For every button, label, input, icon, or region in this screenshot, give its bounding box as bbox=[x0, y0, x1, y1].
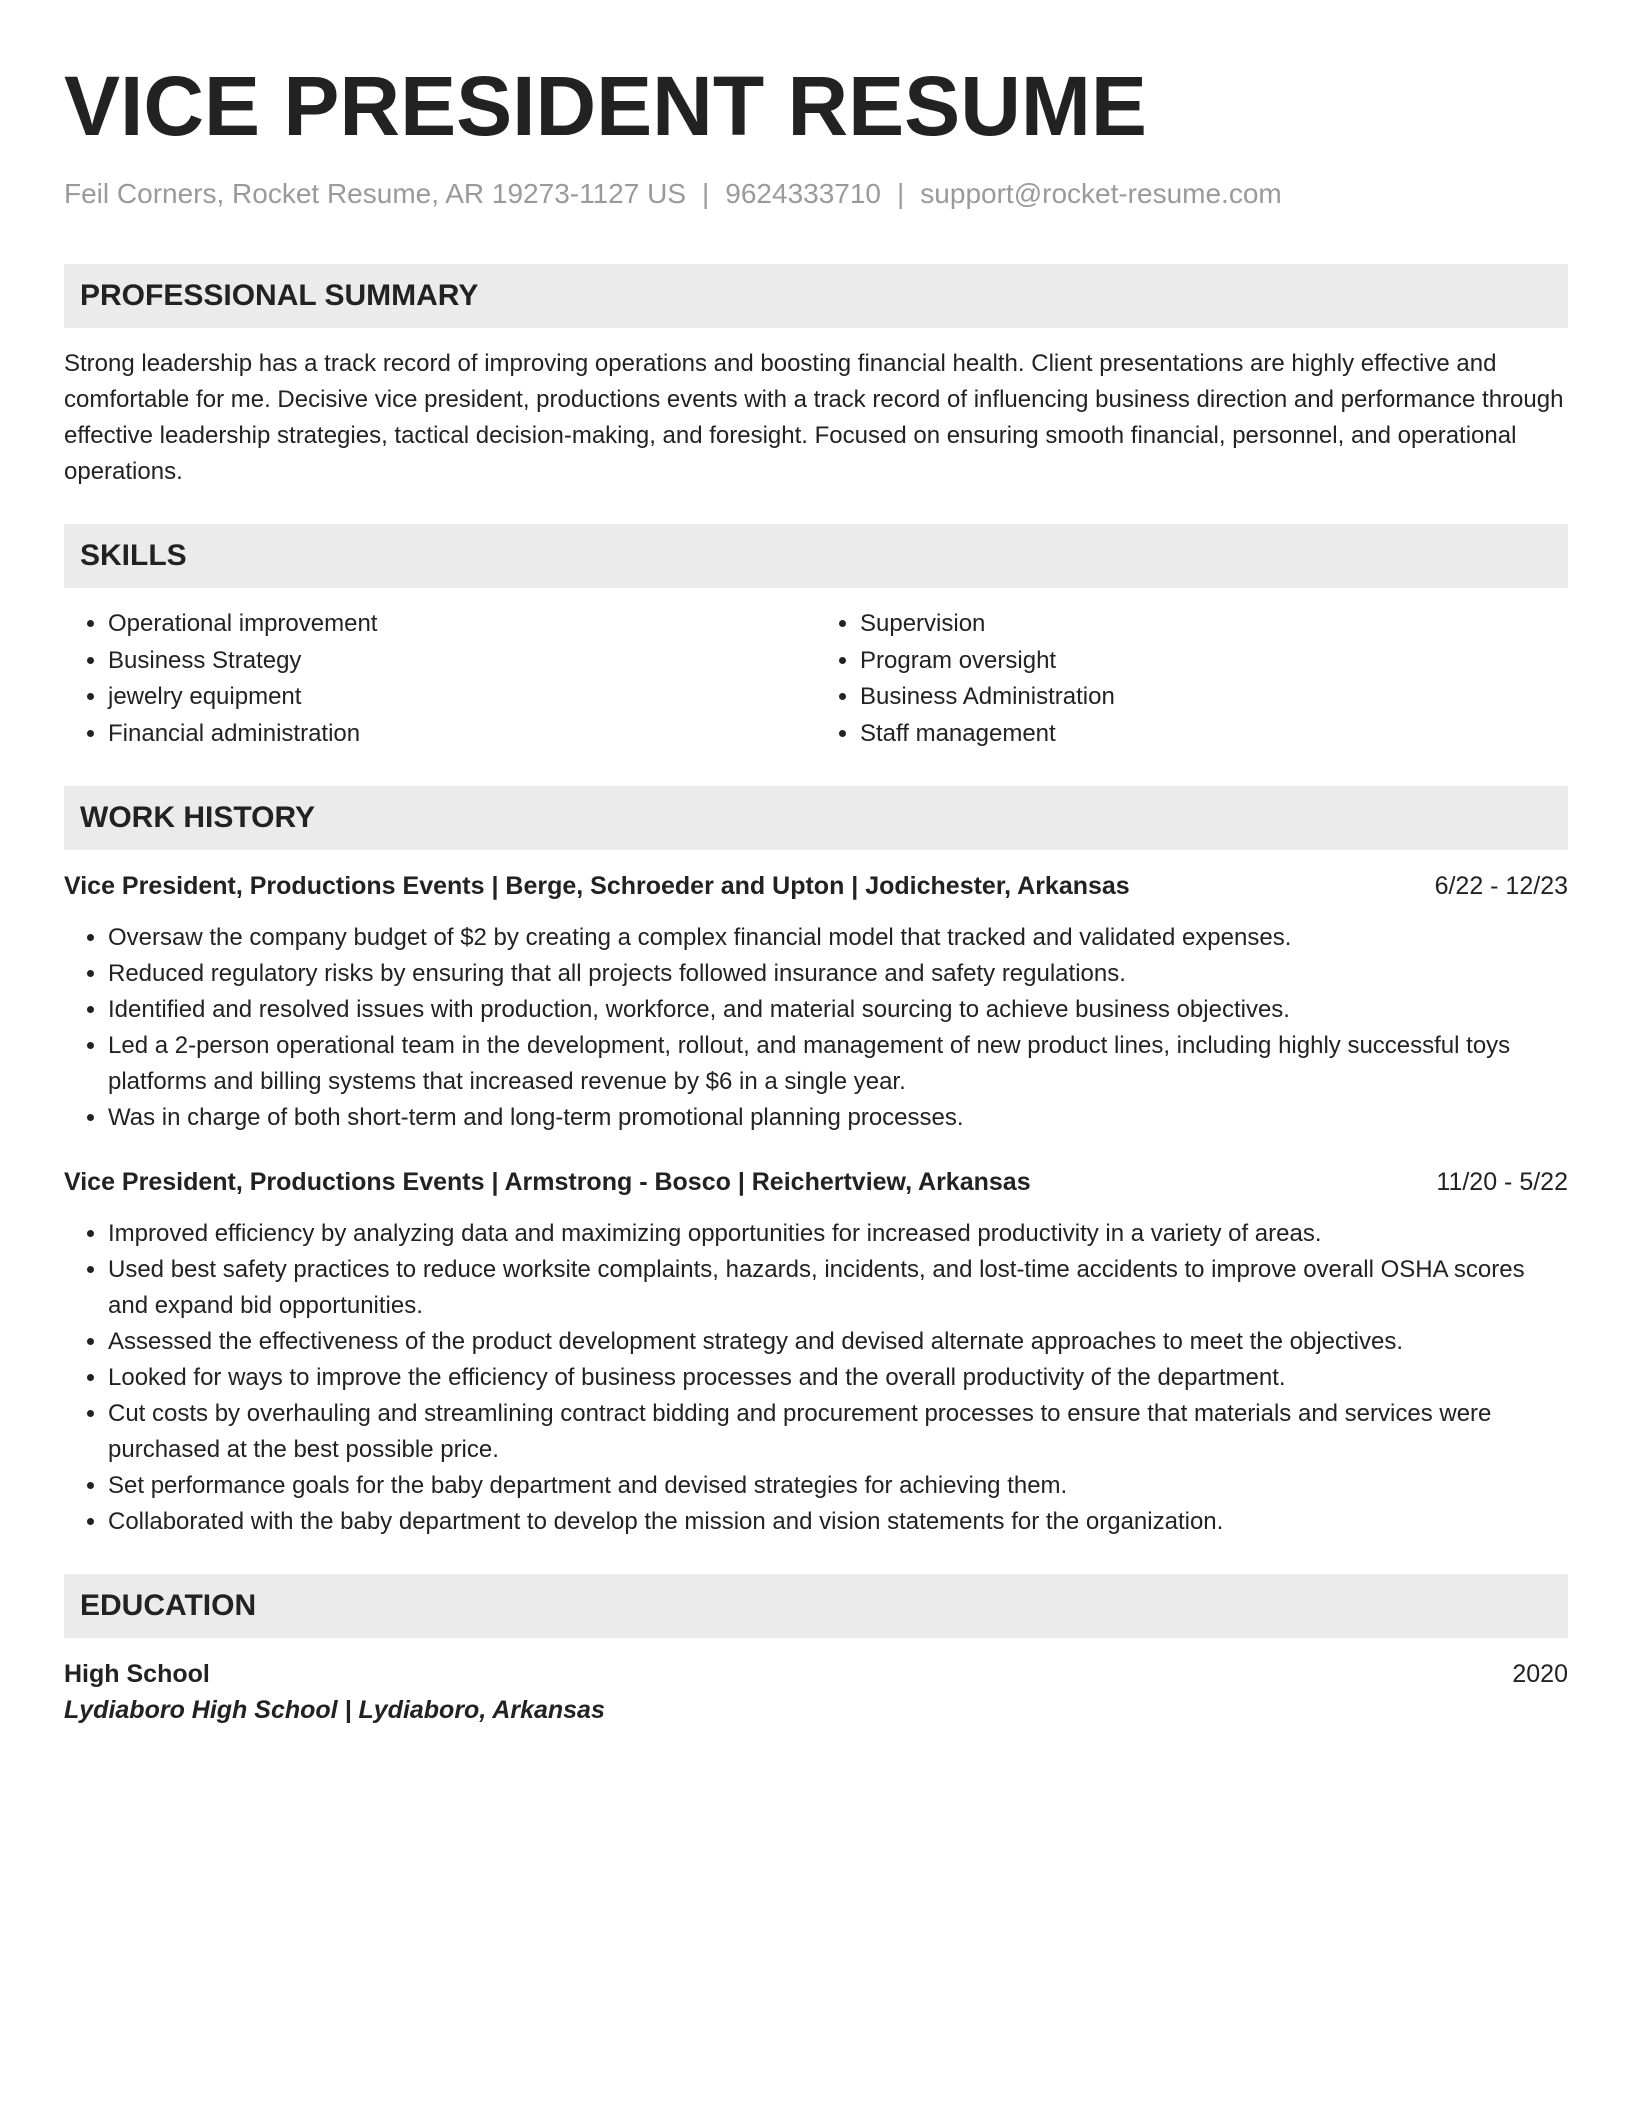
skills-list bbox=[64, 606, 1568, 752]
job-bullet: • Cut costs by overhauling and streamlining contract bidding and procurement processes to ensure that materials and services were purchased at the best possible price. bbox=[108, 1396, 1568, 1468]
job-bullet: • Improved efficiency by analyzing data and maximizing opportunities for increased productivity in a variety of areas. bbox=[108, 1216, 1568, 1252]
skill-item: • Business Administration bbox=[860, 679, 1568, 716]
education-year: 2020 bbox=[1512, 1660, 1568, 1688]
contact-phone: 9624333710 bbox=[725, 178, 882, 209]
skill-item: • Supervision bbox=[860, 606, 1568, 643]
skill-item: • Business Strategy bbox=[108, 643, 816, 680]
section-header-skills: SKILLS bbox=[64, 524, 1568, 588]
skills-column-left bbox=[64, 606, 816, 752]
education-school: Lydiaboro High School | Lydiaboro, Arkansas bbox=[64, 1696, 605, 1724]
summary-text: Strong leadership has a track record of improving operations and boosting financial health. Client presentations are highly effective and comfortable for me. Decisive vice president, productions events with a track record of influencing business direction and performance through effective leadership strategies, tactical decision-making, and foresight. Focused on ensuring smooth financial, personnel, and operational operations. bbox=[64, 350, 1564, 485]
job-bullets bbox=[64, 1216, 1568, 1540]
job-title: Vice President, Productions Events | Berge, Schroeder and Upton | Jodichester, Arkansas bbox=[64, 872, 1130, 900]
skills-column-right bbox=[816, 606, 1568, 752]
education-entry bbox=[64, 1656, 1568, 1692]
job-bullet: • Was in charge of both short-term and long-term promotional planning processes. bbox=[108, 1100, 1568, 1136]
job-dates: 6/22 - 12/23 bbox=[1434, 872, 1568, 900]
skill-item: • jewelry equipment bbox=[108, 679, 816, 716]
contact-line bbox=[64, 176, 1568, 212]
section-header-education: EDUCATION bbox=[64, 1574, 1568, 1638]
job-bullet: • Assessed the effectiveness of the product development strategy and devised alternate approaches to meet the objectives. bbox=[108, 1324, 1568, 1360]
skill-item: • Financial administration bbox=[108, 716, 816, 753]
job-bullet: • Used best safety practices to reduce worksite complaints, hazards, incidents, and lost-time accidents to improve overall OSHA scores and expand bid opportunities. bbox=[108, 1252, 1568, 1324]
job-bullet: • Collaborated with the baby department to develop the mission and vision statements for the organization. bbox=[108, 1504, 1568, 1540]
contact-email: support@rocket-resume.com bbox=[920, 178, 1282, 209]
job-bullet: • Identified and resolved issues with production, workforce, and material sourcing to achieve business objectives. bbox=[108, 992, 1568, 1028]
job-bullet: • Looked for ways to improve the efficiency of business processes and the overall productivity of the department. bbox=[108, 1360, 1568, 1396]
job-entry bbox=[64, 868, 1568, 1136]
job-dates: 11/20 - 5/22 bbox=[1436, 1168, 1568, 1196]
section-header-summary: PROFESSIONAL SUMMARY bbox=[64, 264, 1568, 328]
job-bullet: • Reduced regulatory risks by ensuring that all projects followed insurance and safety regulations. bbox=[108, 956, 1568, 992]
education-degree: High School bbox=[64, 1660, 210, 1688]
skill-item: • Operational improvement bbox=[108, 606, 816, 643]
job-title: Vice President, Productions Events | Armstrong - Bosco | Reichertview, Arkansas bbox=[64, 1168, 1031, 1196]
contact-address: Feil Corners, Rocket Resume, AR 19273-1127 US bbox=[64, 178, 686, 209]
job-bullet: • Led a 2-person operational team in the development, rollout, and management of new product lines, including highly successful toys platforms and billing systems that increased revenue by $6 in a single year. bbox=[108, 1028, 1568, 1100]
job-bullets bbox=[64, 920, 1568, 1136]
job-header bbox=[64, 1164, 1568, 1200]
skill-item: • Staff management bbox=[860, 716, 1568, 753]
contact-separator: | bbox=[702, 178, 710, 209]
job-bullet: • Oversaw the company budget of $2 by creating a complex financial model that tracked and validated expenses. bbox=[108, 920, 1568, 956]
skill-item: • Program oversight bbox=[860, 643, 1568, 680]
job-header bbox=[64, 868, 1568, 904]
job-entry bbox=[64, 1164, 1568, 1540]
job-bullet: • Set performance goals for the baby department and devised strategies for achieving them. bbox=[108, 1468, 1568, 1504]
section-header-work-history: WORK HISTORY bbox=[64, 786, 1568, 850]
contact-separator: | bbox=[897, 178, 905, 209]
resume-title: VICE PRESIDENT RESUME bbox=[64, 59, 1147, 153]
